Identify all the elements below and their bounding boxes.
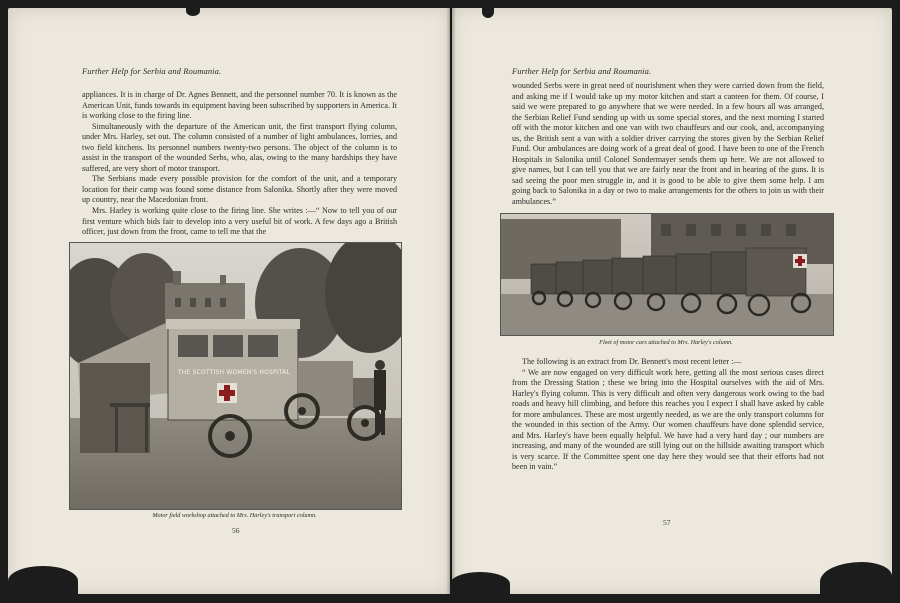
tear-bottom-center (450, 572, 510, 596)
right-paragraph: “ We are now engaged on very difficult work here, getting all the most serious cases direct from the Dressing Station ; these we bring into the Hospital ourselves with the aid of Mrs. Harley's flying column. This is very difficult and often very dangerous work owing to the bad roads and heavy hill climbing, and before this reaches you I expect I shall have asked by cable for more ambulances. These are most urgently needed, as we are the only transport columns for the wounded in this section of the Army. Our women chauffeurs have done splendid service, and Mrs. Harley's have been equally helpful. We have had a very hard day ; our numbers are increasing, and many of the wounded are still lying out on the hillside awaiting transport which is very scarce. If the Committee spent one day here they would see that their efforts had not been in vain.” (512, 367, 824, 472)
left-paragraph: Mrs. Harley is working quite close to the firing line. She writes :—“ Now to tell you of our first venture which bids fair to develop into a very useful bit of work. A few days ago a British officer, just down from the front, came to tell me that the (82, 206, 397, 237)
fleet-photo (500, 213, 834, 336)
right-body-text-bottom (512, 357, 824, 473)
vehicle-lettering: THE SCOTTISH WOMEN'S HOSPITAL (177, 369, 291, 376)
right-page (452, 8, 892, 594)
right-paragraph: The following is an extract from Dr. Bennett's most recent letter :— (522, 357, 742, 366)
book-gutter (446, 8, 456, 594)
fleet-caption: Fleet of motor cars attached to Mrs. Harley's column. (599, 339, 733, 346)
workshop-photo-image (70, 243, 401, 509)
left-paragraph: appliances. It is in charge of Dr. Agnes Bennett, and the personnel number 70. It is known as the American Unit, funds towards its equipment having been subscribed by supporters in America. It is working close to the firing line. (82, 90, 397, 121)
workshop-photo (69, 242, 402, 510)
tear-top-right (482, 6, 494, 18)
fleet-photo-image (501, 214, 833, 335)
right-body-text-top (512, 81, 824, 208)
right-running-head: Further Help for Serbia and Roumania. (512, 66, 652, 76)
left-page (8, 8, 450, 594)
left-page-number: 56 (232, 526, 240, 535)
tear-bottom-left (8, 566, 78, 596)
right-paragraph: wounded Serbs were in great need of nourishment when they were carried down from the field, and asking me if I would take up my motor kitchen and start a canteen for them. Of course, I said we were prepared to go anywhere that we were needed. In a few hours all was arranged, the Serbian Relief Fund sending up with us some special stores, and the next morning I started off with the motor kitchen and one van with two chauffeurs and our cook, and, accompanying us, the British sent a van with a soldier driver carrying the stores given by the Serbian Relief Fund. Our ambulances are doing work of a great deal of good. I have been to one of the French Hospitals in Salonika until Colonel Sondermayer sends them up here. We are not allowed to give names, but I can tell you that we are fairly near the front and in hearing of the guns. It is sad seeing the poor men struggle in, and it is good to be able to give them some help. I am going back to Salonika in a day or two to make arrangements for the others to join us with their ambulances.” (512, 81, 824, 207)
left-paragraph: The Serbians made every possible provision for the comfort of the unit, and a temporary location for their camp was found some distance from Salonika. Shortly after they were moved up country, near the Macedonian front. (82, 174, 397, 205)
right-page-number: 57 (663, 518, 671, 527)
tear-bottom-right (820, 562, 892, 596)
left-body-text (82, 90, 397, 238)
workshop-caption: Motor field workshop attached to Mrs. Harley's transport column. (152, 512, 317, 519)
left-paragraph: Simultaneously with the departure of the American unit, the first transport flying column, under Mrs. Harley, set out. The column consisted of a number of light ambulances, lorries, and two field kitchens. Its personnel numbers twenty-two persons. The object of the column is to assist in the transport of the wounded Serbs, who, alas, owing to the many hardships they have suffered, are very short of motor transport. (82, 121, 397, 173)
tear-top-left (186, 6, 200, 16)
left-running-head: Further Help for Serbia and Roumania. (82, 66, 222, 76)
